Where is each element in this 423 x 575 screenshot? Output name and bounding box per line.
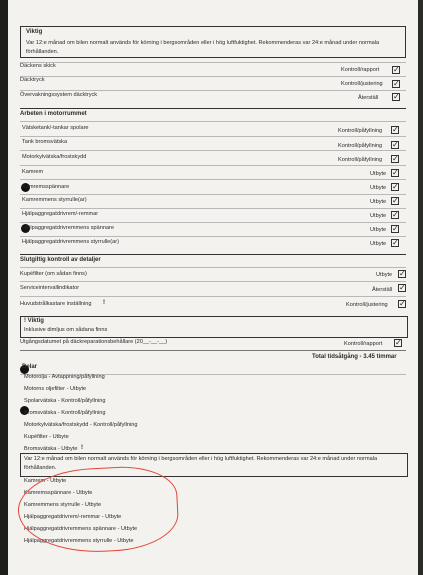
engine-row-action: Kontroll/påfyllning (338, 128, 383, 134)
tire-row-checkbox[interactable]: ✓ (393, 79, 400, 88)
parts-item: Bromsvätska - Utbyte (24, 446, 78, 452)
engine-row-action: Utbyte (370, 185, 387, 191)
final-row-action: Utbyte (376, 272, 393, 278)
bottom-warning-text-1: Var 12:e månad om bilen normalt används för körning i bergsområden eller i hög luftfuktighet. Rekommenderas var 24:e månad under normala (24, 456, 378, 462)
photo-background (0, 0, 8, 575)
service-checklist-sheet (8, 0, 418, 575)
engine-row-label: Kamremsspännare (22, 184, 70, 190)
engine-row-action: Utbyte (370, 241, 387, 247)
total-time: Total tidsåtgång - 3.45 timmar (312, 354, 397, 360)
parts-title: Delar (22, 364, 38, 370)
engine-section-title: Arbeten i motorrummet (20, 111, 87, 117)
warning-mark: ! (81, 445, 83, 451)
final-row-label: Serviceintervallindikator (20, 285, 80, 291)
parts-item: Spolarvätska - Kontroll/påfyllning (24, 398, 106, 404)
tire-row-checkbox[interactable]: ✓ (393, 65, 400, 74)
circled-item: Kamremmens styrrulle - Utbyte (24, 502, 102, 508)
circled-item: Kamrem - Utbyte (24, 478, 67, 484)
engine-row-label: Vätsketank/-tankar spolare (22, 125, 89, 131)
top-warning-text-1: Var 12:e månad om bilen normalt används för körning i bergsområden eller i hög luftfuktighet. Rekommenderas var 24:e månad under normala (26, 40, 380, 46)
parts-item: Kupéfilter - Utbyte (24, 434, 69, 440)
tire-row-checkbox[interactable]: ✓ (393, 92, 400, 101)
engine-row-label: Hjälpaggregatdrivremmens spännare (22, 225, 115, 231)
engine-row-action: Kontroll/påfyllning (338, 143, 383, 149)
final-row-action: Återställ (372, 287, 393, 293)
engine-row-action: Utbyte (370, 171, 387, 177)
expiry-row-label: Utgångsdatumet på däckreparationsbehållare (20__-__-__) (20, 339, 168, 345)
parts-item: Motorns oljefilter - Utbyte (24, 386, 87, 392)
final-section-title: Slutgiltig kontroll av detaljer (20, 257, 101, 263)
bottom-warning-text-2: förhållanden. (24, 465, 57, 471)
final-row-label: Huvudstrålkastare inställning (20, 301, 92, 307)
mid-warning-text: Inklusive dimljus om sådana finns (24, 327, 108, 333)
engine-row-action: Utbyte (370, 227, 387, 233)
circled-item: Hjälpaggregatdrivremmens styrrulle - Utbyte (24, 538, 134, 544)
engine-row-label: Tank bromsvätska (22, 139, 68, 145)
engine-row-checkbox[interactable]: ✓ (392, 224, 399, 233)
tire-row-action: Kontroll/justering (341, 81, 383, 87)
final-row-label: Kupéfilter (om sådan finns) (20, 271, 87, 277)
engine-row-label: Motorkylvätska/frostskydd (22, 154, 87, 160)
tire-row-action: Kontroll/rapport (341, 67, 380, 73)
engine-row-action: Utbyte (370, 213, 387, 219)
engine-row-label: Kamrem (22, 169, 44, 175)
expiry-row-action: Kontroll/rapport (344, 341, 383, 347)
circled-item: Hjälpaggregatdrivrem/-remmar - Utbyte (24, 514, 122, 520)
engine-row-checkbox[interactable]: ✓ (392, 182, 399, 191)
engine-row-label: Hjälpaggregatdrivrem/-remmar (22, 211, 99, 217)
final-row-checkbox[interactable]: ✓ (399, 299, 406, 308)
tire-row-action: Återställ (358, 95, 379, 101)
tire-row-label: Däcktryck (20, 77, 45, 83)
engine-row-action: Utbyte (370, 199, 387, 205)
parts-item: Motorolja - Avtappning/påfyllning (24, 374, 105, 380)
mid-warning-title: ! Viktig (24, 318, 44, 324)
engine-row-checkbox[interactable]: ✓ (392, 154, 399, 163)
final-row-action: Kontroll/justering (346, 302, 388, 308)
engine-row-checkbox[interactable]: ✓ (392, 140, 399, 149)
engine-row-checkbox[interactable]: ✓ (392, 125, 399, 134)
engine-row-checkbox[interactable]: ✓ (392, 168, 399, 177)
final-row-checkbox[interactable]: ✓ (399, 269, 406, 278)
engine-row-label: Kamremmens styrrulle(ar) (22, 197, 87, 203)
engine-row-checkbox[interactable]: ✓ (392, 210, 399, 219)
parts-item: Motorkylvätska/frostskydd - Kontroll/påfyllning (24, 422, 138, 428)
engine-row-label: Hjälpaggregatdrivremmens styrrulle(ar) (22, 239, 119, 245)
circled-item: Kamremsspännare - Utbyte (24, 490, 93, 496)
top-warning-title: Viktig (26, 29, 43, 35)
expiry-row-checkbox[interactable]: ✓ (395, 338, 402, 347)
tire-row-label: Däckens skick (20, 63, 56, 69)
engine-row-action: Kontroll/påfyllning (338, 157, 383, 163)
engine-row-checkbox[interactable]: ✓ (392, 238, 399, 247)
parts-item: Bromsvätska - Kontroll/påfyllning (24, 410, 106, 416)
engine-row-checkbox[interactable]: ✓ (392, 196, 399, 205)
warning-mark: ! (103, 300, 105, 306)
final-row-checkbox[interactable]: ✓ (399, 283, 406, 292)
circled-item: Hjälpaggregatdrivremmens spännare - Utbyte (24, 526, 138, 532)
top-warning-text-2: förhållanden. (26, 49, 59, 55)
tire-row-label: Övervakningssystem däcktryck (20, 92, 98, 98)
